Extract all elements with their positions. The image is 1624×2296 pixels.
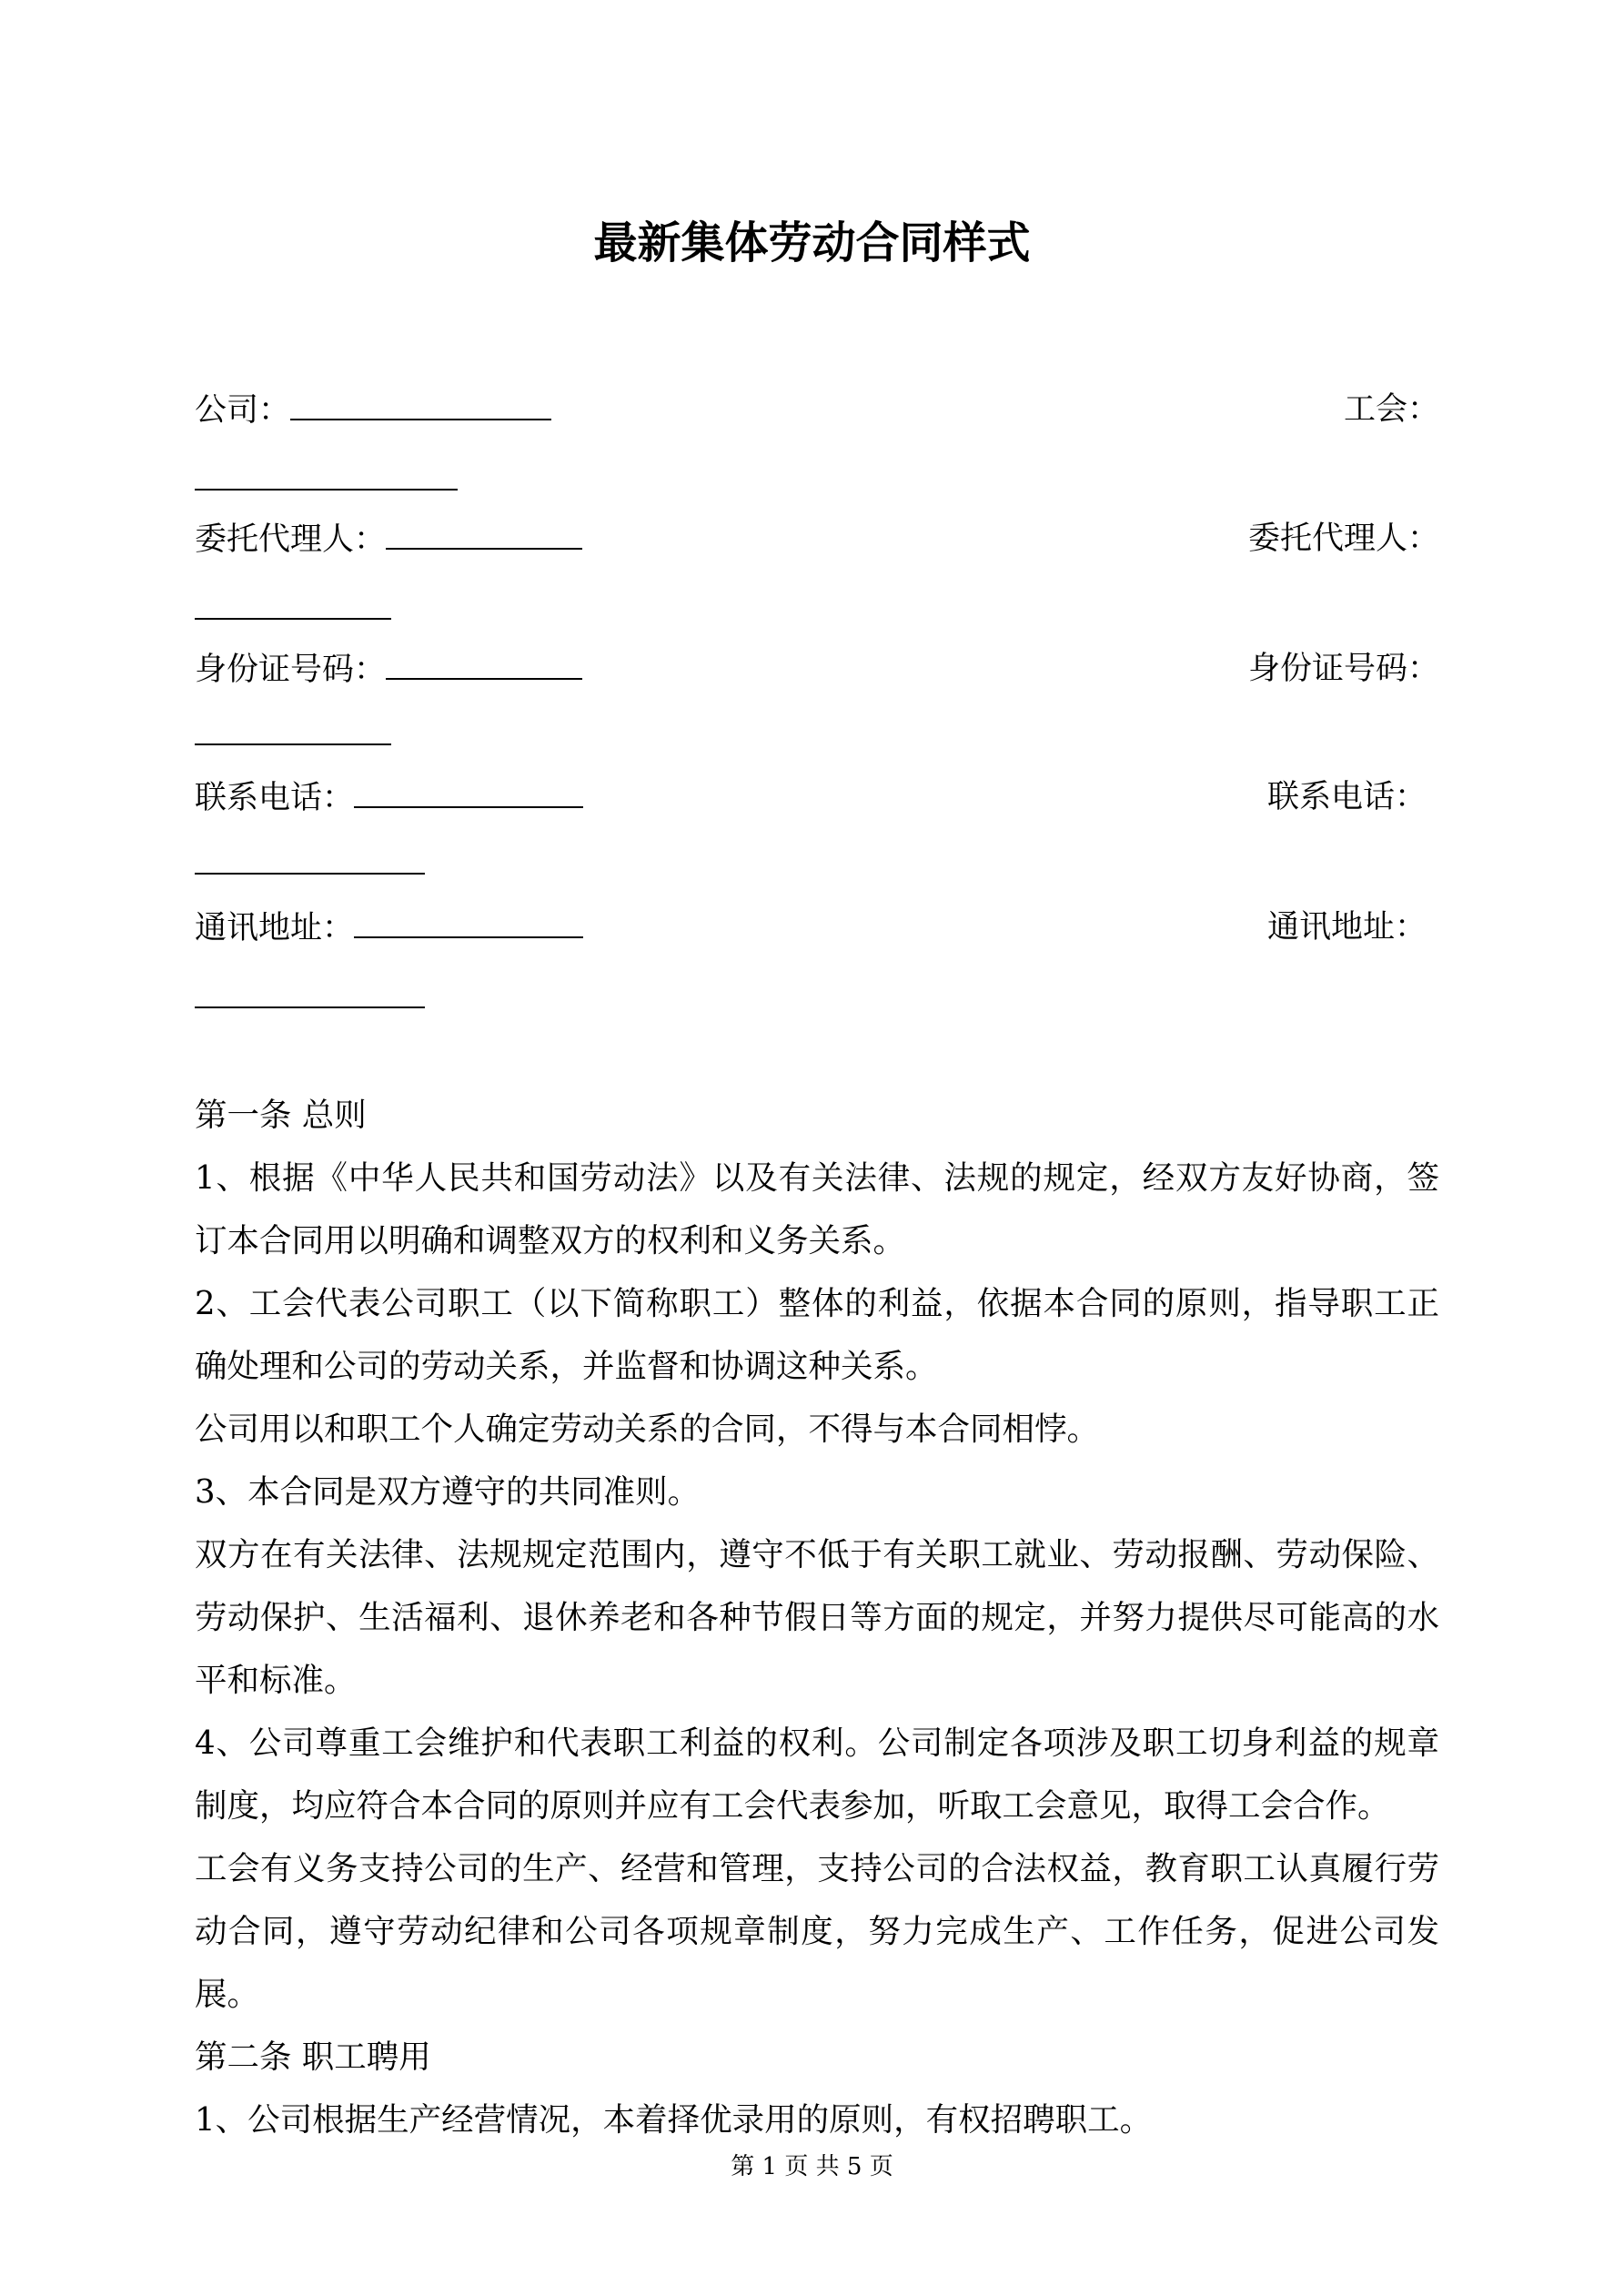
union-agent-blank[interactable] <box>195 582 391 620</box>
union-id-label: 身份证号码： <box>1247 651 1439 687</box>
paragraph: 1、根据《中华人民共和国劳动法》以及有关法律、法规的规定，经双方友好协商，签订本合同用以明确和调整双方的权利和义务关系。 <box>195 1159 1439 1259</box>
union-id-blank[interactable] <box>195 707 391 745</box>
party-row-phone <box>195 770 1439 824</box>
address-blank[interactable] <box>354 900 583 938</box>
document-title: 最新集体劳动合同样式 <box>593 217 1031 268</box>
paragraph: 1、公司根据生产经营情况，本着择优录用的原则，有权招聘职工。 <box>195 2101 1153 2139</box>
address-label: 通讯地址： <box>195 910 355 946</box>
phone-blank[interactable] <box>354 770 583 808</box>
party-row-id <box>195 642 1439 696</box>
union-agent-label: 委托代理人： <box>1247 521 1439 557</box>
company-label: 公司： <box>195 392 291 429</box>
page-number: 第 1 页 共 5 页 <box>731 2153 893 2180</box>
party-row-company <box>195 382 1439 437</box>
union-blank-row <box>195 452 1439 507</box>
party-row-agent <box>195 511 1439 566</box>
union-blank[interactable] <box>195 452 458 491</box>
paragraph: 公司用以和职工个人确定劳动关系的合同，不得与本合同相悖。 <box>195 1411 1100 1448</box>
id-blank[interactable] <box>386 642 582 680</box>
union-phone-blank[interactable] <box>195 836 425 875</box>
paragraph: 4、公司尊重工会维护和代表职工利益的权利。公司制定各项涉及职工切身利益的规章制度，均应符合本合同的原则并应有工会代表参加，听取工会意见，取得工会合作。 <box>195 1725 1439 1825</box>
section-heading: 第二条 职工聘用 <box>195 2038 431 2076</box>
union-address-blank-row <box>195 970 1439 1025</box>
party-row-address <box>195 900 1439 955</box>
union-address-label: 通讯地址： <box>1266 909 1427 946</box>
id-label: 身份证号码： <box>195 652 387 688</box>
company-blank[interactable] <box>290 382 551 420</box>
section-heading: 第一条 总则 <box>195 1097 367 1134</box>
union-address-blank[interactable] <box>195 970 425 1008</box>
union-id-blank-row <box>195 707 1439 762</box>
union-label: 工会： <box>1343 391 1439 428</box>
contract-body <box>195 1084 1439 2151</box>
union-phone-blank-row <box>195 836 1439 891</box>
paragraph: 2、工会代表公司职工（以下简称职工）整体的利益，依据本合同的原则，指导职工正确处理和公司的劳动关系，并监督和协调这种关系。 <box>195 1285 1439 1385</box>
paragraph: 双方在有关法律、法规规定范围内，遵守不低于有关职工就业、劳动报酬、劳动保险、劳动保护、生活福利、退休养老和各种节假日等方面的规定，并努力提供尽可能高的水平和标准。 <box>195 1536 1439 1699</box>
paragraph: 3、本合同是双方遵守的共同准则。 <box>195 1473 701 1511</box>
agent-label: 委托代理人： <box>195 521 387 558</box>
phone-label: 联系电话： <box>195 780 355 816</box>
union-agent-blank-row <box>195 582 1439 636</box>
paragraph: 工会有义务支持公司的生产、经营和管理，支持公司的合法权益，教育职工认真履行劳动合同，遵守劳动纪律和公司各项规章制度，努力完成生产、工作任务，促进公司发展。 <box>195 1850 1439 2013</box>
agent-blank[interactable] <box>386 511 582 550</box>
union-phone-label: 联系电话： <box>1266 779 1427 815</box>
